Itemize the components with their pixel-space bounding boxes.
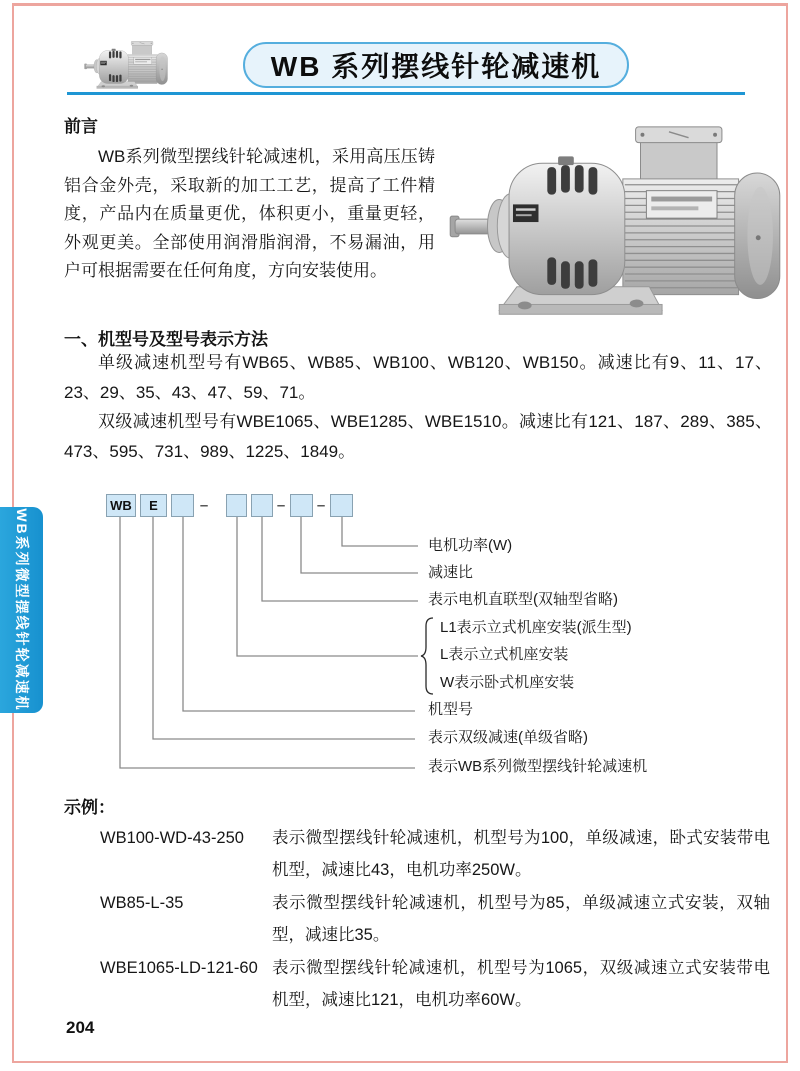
code-box-series: WB [106, 494, 136, 517]
example-description: 表示微型摆线针轮减速机，机型号为85，单级减速立式安装，双轴型，减速比35。 [272, 894, 770, 944]
label-model-number: 机型号 [428, 701, 474, 718]
code-box-power [330, 494, 353, 517]
preface-paragraph: WB系列微型摆线针轮减速机，采用高压压铸铝合金外壳，采取新的加工工艺，提高了工件精度，产品内在质量更优，体积更小，重量更轻，外观更美。全部使用润滑脂润滑，不易漏油，用户可根据需要在任何角度，方向安装使用。 [64, 147, 435, 280]
gear-motor-photo-illustration [448, 122, 782, 328]
label-mount-l: L表示立式机座安装 [440, 646, 569, 663]
product-photo [448, 122, 782, 328]
examples-heading: 示例： [64, 798, 115, 817]
product-thumbnail-image [84, 40, 168, 92]
page-number: 204 [66, 1018, 95, 1037]
example-code: WB100-WD-43-250 [100, 829, 244, 847]
sidebar-series-label: WB系列微型摆线针轮减速机 [13, 508, 30, 712]
example-description: 表示微型摆线针轮减速机，机型号为1065，双级减速立式安装带电机型，减速比121，电机功率60W。 [272, 959, 770, 1009]
section1-paragraph-single-stage: 单级减速机型号有WB65、WB85、WB100、WB120、WB150。减速比有9、11、17、23、29、35、43、47、59、71。 [64, 353, 772, 402]
section1-heading: 一、机型号及型号表示方法 [64, 330, 268, 349]
gear-motor-icon [84, 40, 168, 92]
model-code-connector-lines [0, 485, 460, 785]
label-wb-series: 表示WB系列微型摆线针轮减速机 [428, 758, 648, 775]
code-box-direct [251, 494, 273, 517]
example-description: 表示微型摆线针轮减速机，机型号为100，单级减速，卧式安装带电机型，减速比43，电机功率250W。 [272, 829, 770, 879]
code-box-ratio [290, 494, 313, 517]
header-divider [67, 92, 745, 95]
label-mount-w: W表示卧式机座安装 [440, 674, 575, 691]
label-double-stage: 表示双级减速(单级省略) [428, 729, 588, 746]
label-direct-coupled: 表示电机直联型(双轴型省略) [428, 591, 618, 608]
brace-glyph [421, 618, 433, 694]
code-separator: – [199, 497, 209, 514]
code-separator: – [276, 497, 286, 514]
code-box-mount [226, 494, 247, 517]
label-mount-l1: L1表示立式机座安装(派生型) [440, 619, 632, 636]
code-box-stage: E [140, 494, 167, 517]
label-ratio: 减速比 [428, 564, 474, 581]
page-title: WB 系列摆线针轮减速机 [270, 51, 602, 82]
label-motor-power: 电机功率(W) [428, 537, 513, 554]
example-code: WB85-L-35 [100, 894, 184, 912]
code-box-model [171, 494, 194, 517]
example-code: WBE1065-LD-121-60 [100, 959, 258, 977]
code-separator: – [316, 497, 326, 514]
preface-heading: 前言 [64, 117, 98, 136]
sidebar-series-tab [0, 507, 43, 713]
section1-paragraph-double-stage: 双级减速机型号有WBE1065、WBE1285、WBE1510。减速比有121、187、289、385、473、595、731、989、1225、1849。 [64, 412, 772, 461]
page-title-banner [243, 42, 629, 88]
